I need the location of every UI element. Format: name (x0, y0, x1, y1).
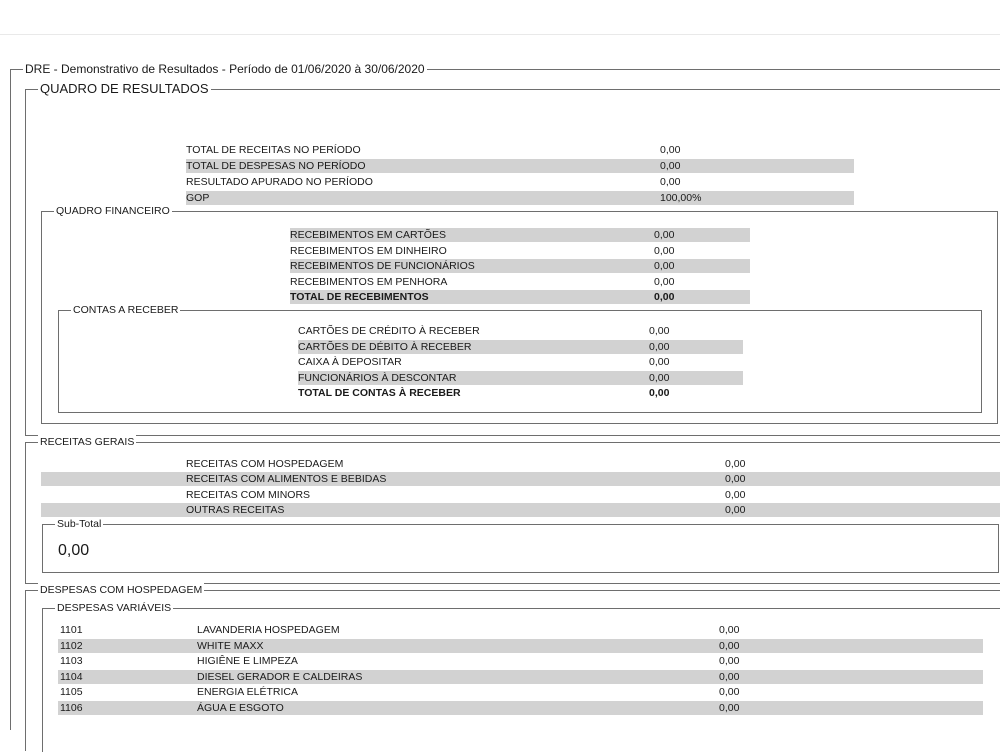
quadro-resultados-title: QUADRO DE RESULTADOS (40, 81, 209, 96)
row-value: 0,00 (649, 387, 670, 399)
table-row (41, 503, 1000, 517)
row-value: 0,00 (719, 671, 740, 683)
subtotal-value: 0,00 (58, 542, 90, 559)
row-value: 0,00 (719, 655, 740, 667)
table-row (290, 228, 750, 242)
despesas-hospedagem-fieldset (25, 584, 1000, 751)
dre-title: DRE - Demonstrativo de Resultados - Período de 01/06/2020 à 30/06/2020 (25, 62, 425, 76)
row-value: 0,00 (649, 356, 670, 368)
contas-receber-fieldset (58, 304, 982, 413)
table-row (290, 259, 750, 273)
despesas-variaveis-fieldset (42, 602, 1000, 752)
row-value: 100,00% (660, 192, 702, 204)
row-value: 0,00 (654, 276, 675, 288)
despesas-hospedagem-title: DESPESAS COM HOSPEDAGEM (40, 584, 203, 596)
row-label: RECEBIMENTOS EM PENHORA (290, 276, 448, 288)
table-row (298, 340, 743, 354)
row-code: 1102 (60, 640, 83, 652)
row-label: TOTAL DE RECEBIMENTOS (290, 291, 429, 303)
row-label: RECEITAS COM MINORS (186, 489, 311, 501)
row-label: TOTAL DE DESPESAS NO PERÍODO (186, 160, 366, 172)
row-label: ENERGIA ELÉTRICA (197, 686, 298, 698)
despesas-variaveis-title: DESPESAS VARIÁVEIS (57, 602, 172, 614)
row-label: RESULTADO APURADO NO PERÍODO (186, 176, 373, 188)
table-row (186, 191, 854, 205)
row-label: HIGIÊNE E LIMPEZA (197, 655, 298, 667)
row-value: 0,00 (654, 260, 675, 272)
row-code: 1101 (60, 624, 83, 636)
table-row (298, 324, 743, 338)
subtotal-fieldset (42, 518, 999, 573)
table-row-total (290, 290, 750, 304)
row-value: 0,00 (660, 160, 681, 172)
row-value: 0,00 (660, 144, 681, 156)
row-label: CAIXA À DEPOSITAR (298, 356, 402, 368)
row-value: 0,00 (725, 473, 746, 485)
row-label: LAVANDERIA HOSPEDAGEM (197, 624, 340, 636)
row-value: 0,00 (719, 624, 740, 636)
row-label: RECEITAS COM HOSPEDAGEM (186, 458, 344, 470)
row-value: 0,00 (719, 686, 740, 698)
table-row (186, 143, 854, 157)
table-row (41, 457, 1000, 471)
row-value: 0,00 (649, 372, 670, 384)
row-code: 1105 (60, 686, 83, 698)
row-value: 0,00 (660, 176, 681, 188)
row-value: 0,00 (649, 325, 670, 337)
top-bar (0, 0, 1000, 35)
row-value: 0,00 (654, 291, 675, 303)
row-label: CARTÕES DE CRÉDITO À RECEBER (298, 325, 480, 337)
table-row (58, 685, 983, 699)
row-value: 0,00 (654, 229, 675, 241)
table-row (58, 623, 983, 637)
row-label: RECEITAS COM ALIMENTOS E BEBIDAS (186, 473, 387, 485)
table-row (41, 488, 1000, 502)
quadro-financeiro-fieldset (41, 205, 998, 424)
row-label: TOTAL DE CONTAS À RECEBER (298, 387, 461, 399)
row-label: RECEBIMENTOS EM CARTÕES (290, 229, 446, 241)
table-row (41, 472, 1000, 486)
row-label: GOP (186, 192, 210, 204)
row-label: OUTRAS RECEITAS (186, 504, 285, 516)
row-code: 1104 (60, 671, 83, 683)
row-label: RECEBIMENTOS DE FUNCIONÁRIOS (290, 260, 475, 272)
row-label: CARTÕES DE DÉBITO À RECEBER (298, 341, 472, 353)
table-row (186, 159, 854, 173)
row-label: RECEBIMENTOS EM DINHEIRO (290, 245, 447, 257)
table-row (58, 670, 983, 684)
row-value: 0,00 (649, 341, 670, 353)
table-row (58, 639, 983, 653)
row-label: FUNCIONÁRIOS À DESCONTAR (298, 372, 457, 384)
row-value: 0,00 (719, 702, 740, 714)
table-row (290, 275, 750, 289)
row-value: 0,00 (654, 245, 675, 257)
receitas-gerais-fieldset (25, 436, 1000, 584)
quadro-financeiro-title: QUADRO FINANCEIRO (56, 205, 170, 217)
table-row (290, 244, 750, 258)
table-row (58, 701, 983, 715)
row-value: 0,00 (725, 458, 746, 470)
row-label: ÁGUA E ESGOTO (197, 702, 284, 714)
table-row (186, 175, 854, 189)
row-value: 0,00 (725, 504, 746, 516)
row-label: WHITE MAXX (197, 640, 264, 652)
subtotal-title: Sub-Total (57, 518, 102, 530)
row-label: TOTAL DE RECEITAS NO PERÍODO (186, 144, 361, 156)
table-row (298, 371, 743, 385)
row-value: 0,00 (725, 489, 746, 501)
table-row-total (298, 386, 743, 400)
table-row (298, 355, 743, 369)
row-label: DIESEL GERADOR E CALDEIRAS (197, 671, 363, 683)
row-code: 1106 (60, 702, 83, 714)
row-code: 1103 (60, 655, 83, 667)
table-row (58, 654, 983, 668)
contas-receber-title: CONTAS A RECEBER (73, 304, 179, 316)
row-value: 0,00 (719, 640, 740, 652)
receitas-gerais-title: RECEITAS GERAIS (40, 436, 135, 448)
